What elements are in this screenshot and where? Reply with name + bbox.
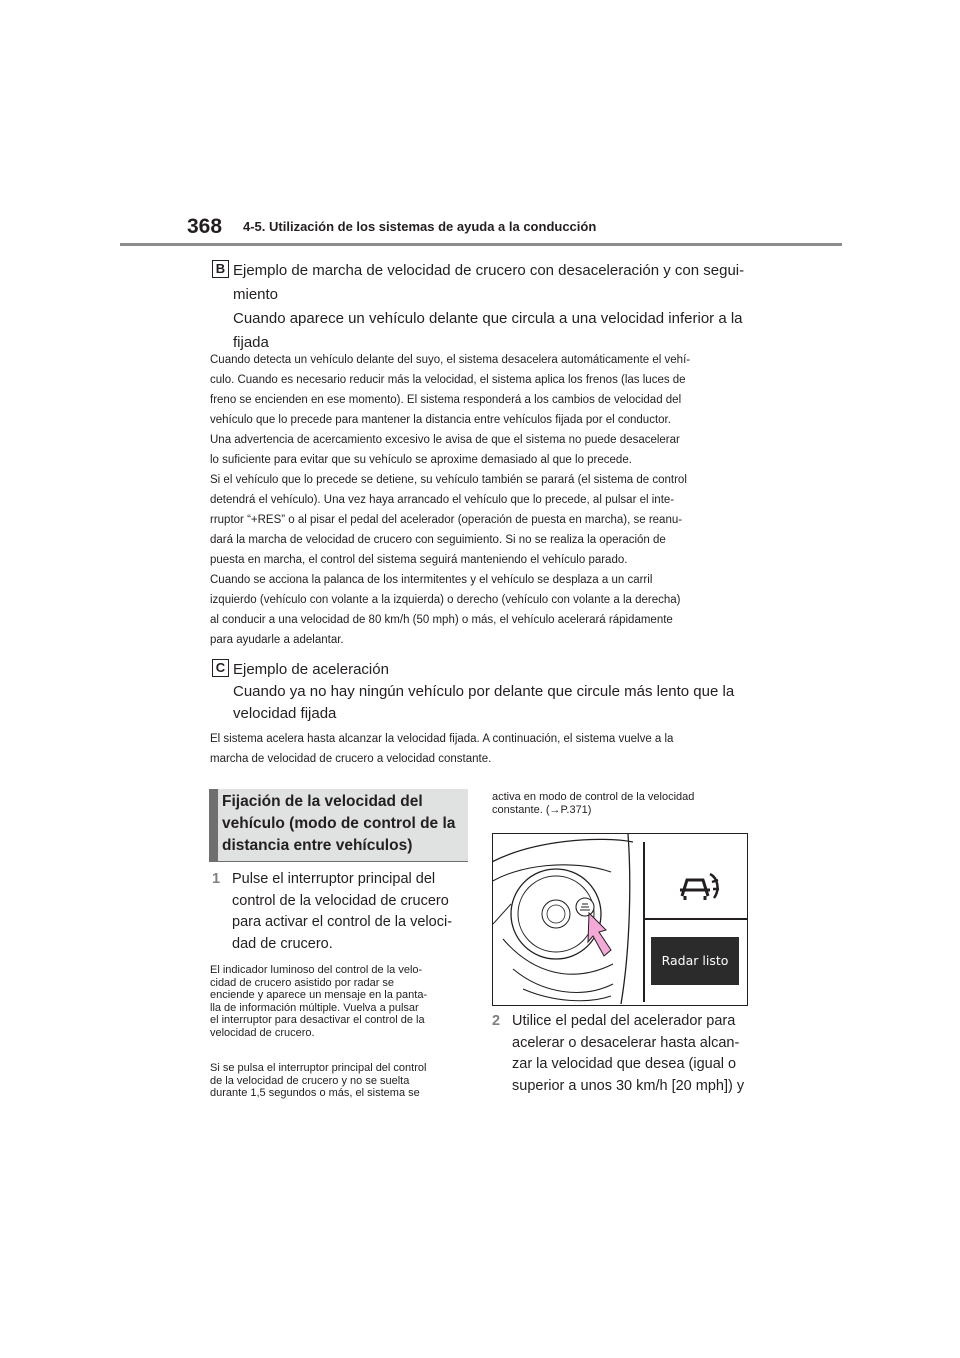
figure-divider-vertical: [643, 842, 645, 1002]
text-line: velocidad de crucero.: [210, 1026, 315, 1039]
text-line: marcha de velocidad de crucero a velocidad constante.: [210, 753, 492, 765]
section-c-paragraph: [210, 729, 750, 769]
section-b-lead-line: Ejemplo de marcha de velocidad de crucero con desaceleración y con segui-: [233, 262, 745, 279]
section-c-lead-line: velocidad fijada: [233, 705, 337, 722]
text-line: Cuando detecta un vehículo delante del suyo, el sistema desacelera automáticamente el vehí-: [210, 354, 691, 366]
step-1: [212, 869, 472, 955]
step-1-note-1: [210, 964, 472, 1039]
continuation-text: [492, 791, 752, 816]
text-line: activa en modo de control de la velocidad: [492, 791, 695, 803]
page-number: 368: [187, 215, 223, 238]
text-line: dará la marcha de velocidad de crucero con seguimiento. Si no se realiza la operación de: [210, 534, 666, 546]
text-line: Cuando se acciona la palanca de los intermitentes y el vehículo se desplaza a un carril: [210, 574, 653, 586]
text-line: lla de información múltiple. Vuelva a pulsar: [210, 1001, 419, 1014]
text-line: puesta en marcha, el control del sistema seguirá manteniendo el vehículo parado.: [210, 554, 628, 566]
step-line: Pulse el interruptor principal del: [232, 871, 436, 887]
text-line: Una advertencia de acercamiento excesivo le avisa de que el sistema no puede desacelerar: [210, 434, 680, 446]
section-b-marker: B: [212, 260, 229, 278]
step-number: 2: [492, 1013, 501, 1029]
radar-cruise-indicator-icon: [676, 866, 722, 902]
section-b-paragraph-1: [210, 350, 750, 470]
step-line: Utilice el pedal del acelerador para: [512, 1013, 736, 1029]
text-line: para ayudarle a adelantar.: [210, 634, 344, 646]
step-number: 1: [212, 871, 221, 887]
section-b-lead-line: fijada: [233, 334, 269, 351]
heading-line: Fijación de la velocidad del: [222, 793, 423, 810]
text-line: El sistema acelera hasta alcanzar la velocidad fijada. A continuación, el sistema vuelve a la: [210, 733, 674, 745]
text-line: detendrá el vehículo). Una vez haya arrancado el vehículo que lo precede, al pulsar el inte-: [210, 494, 675, 506]
text-line: Si el vehículo que lo precede se detiene, su vehículo también se parará (el sistema de control: [210, 474, 687, 486]
text-line: freno se encienden en ese momento). El sistema responderá a los cambios de velocidad del: [210, 394, 682, 406]
text-line: de la velocidad de crucero y no se suelta: [210, 1074, 410, 1087]
section-b-lead: [233, 260, 773, 354]
steering-switch-figure: [492, 833, 748, 1006]
step-line: dad de crucero.: [232, 935, 333, 952]
heading-line: distancia entre vehículos): [222, 837, 413, 854]
section-c-lead-line: Ejemplo de aceleración: [233, 661, 389, 678]
multi-info-display: [651, 937, 739, 985]
text-line: vehículo que lo precede para mantener la distancia entre vehículos fijada por el conductor.: [210, 414, 671, 426]
text-line: durante 1,5 segundos o más, el sistema se: [210, 1087, 420, 1099]
step-line: superior a unos 30 km/h [20 mph]) y: [512, 1077, 745, 1094]
display-message: Radar listo: [661, 953, 729, 968]
chapter-title: 4-5. Utilización de los sistemas de ayuda a la conducción: [243, 219, 597, 234]
text-line: izquierdo (vehículo con volante a la izquierda) o derecho (vehículo con volante a la derecha): [210, 594, 681, 606]
header-rule: [120, 243, 842, 246]
press-arrow-icon: [571, 910, 621, 960]
heading-line: vehículo (modo de control de la: [222, 815, 456, 832]
step-line: control de la velocidad de crucero: [232, 892, 449, 909]
text-line: culo. Cuando es necesario reducir más la velocidad, el sistema aplica los frenos (las luces de: [210, 374, 686, 386]
text-line: al conducir a una velocidad de 80 km/h (50 mph) o más, el vehículo acelerará rápidamente: [210, 614, 673, 626]
section-b-lead-line: miento: [233, 286, 279, 303]
text-line: el interruptor para desactivar el control de la: [210, 1014, 425, 1026]
section-c-marker: C: [212, 659, 229, 677]
step-line: zar la velocidad que desea (igual o: [512, 1056, 737, 1072]
section-heading-box: [209, 789, 468, 862]
text-line: rruptor “+RES” o al pisar el pedal del acelerador (operación de puesta en marcha), se reanu-: [210, 514, 683, 526]
text-line: cidad de crucero asistido por radar se: [210, 976, 395, 989]
step-line: acelerar o desacelerar hasta alcan-: [512, 1034, 740, 1051]
section-b-paragraph-2: [210, 470, 750, 570]
section-b-lead-line: Cuando aparece un vehículo delante que circula a una velocidad inferior a la: [233, 310, 743, 327]
step-line: para activar el control de la veloci-: [232, 914, 453, 930]
section-c-lead-line: Cuando ya no hay ningún vehículo por delante que circule más lento que la: [233, 683, 735, 700]
text-line: Si se pulsa el interruptor principal del control: [210, 1062, 427, 1074]
text-line: enciende y aparece un mensaje en la panta-: [210, 989, 428, 1001]
figure-divider-horizontal: [645, 918, 748, 920]
step-2: [492, 1011, 762, 1097]
step-1-note-2: [210, 1062, 472, 1100]
section-c-lead: [233, 659, 773, 725]
text-line: lo suficiente para evitar que su vehículo se aproxime demasiado al que lo precede.: [210, 454, 632, 466]
text-line: El indicador luminoso del control de la velo-: [210, 964, 423, 976]
section-b-paragraph-3: [210, 570, 750, 650]
text-line: constante. (→P.371): [492, 803, 592, 816]
